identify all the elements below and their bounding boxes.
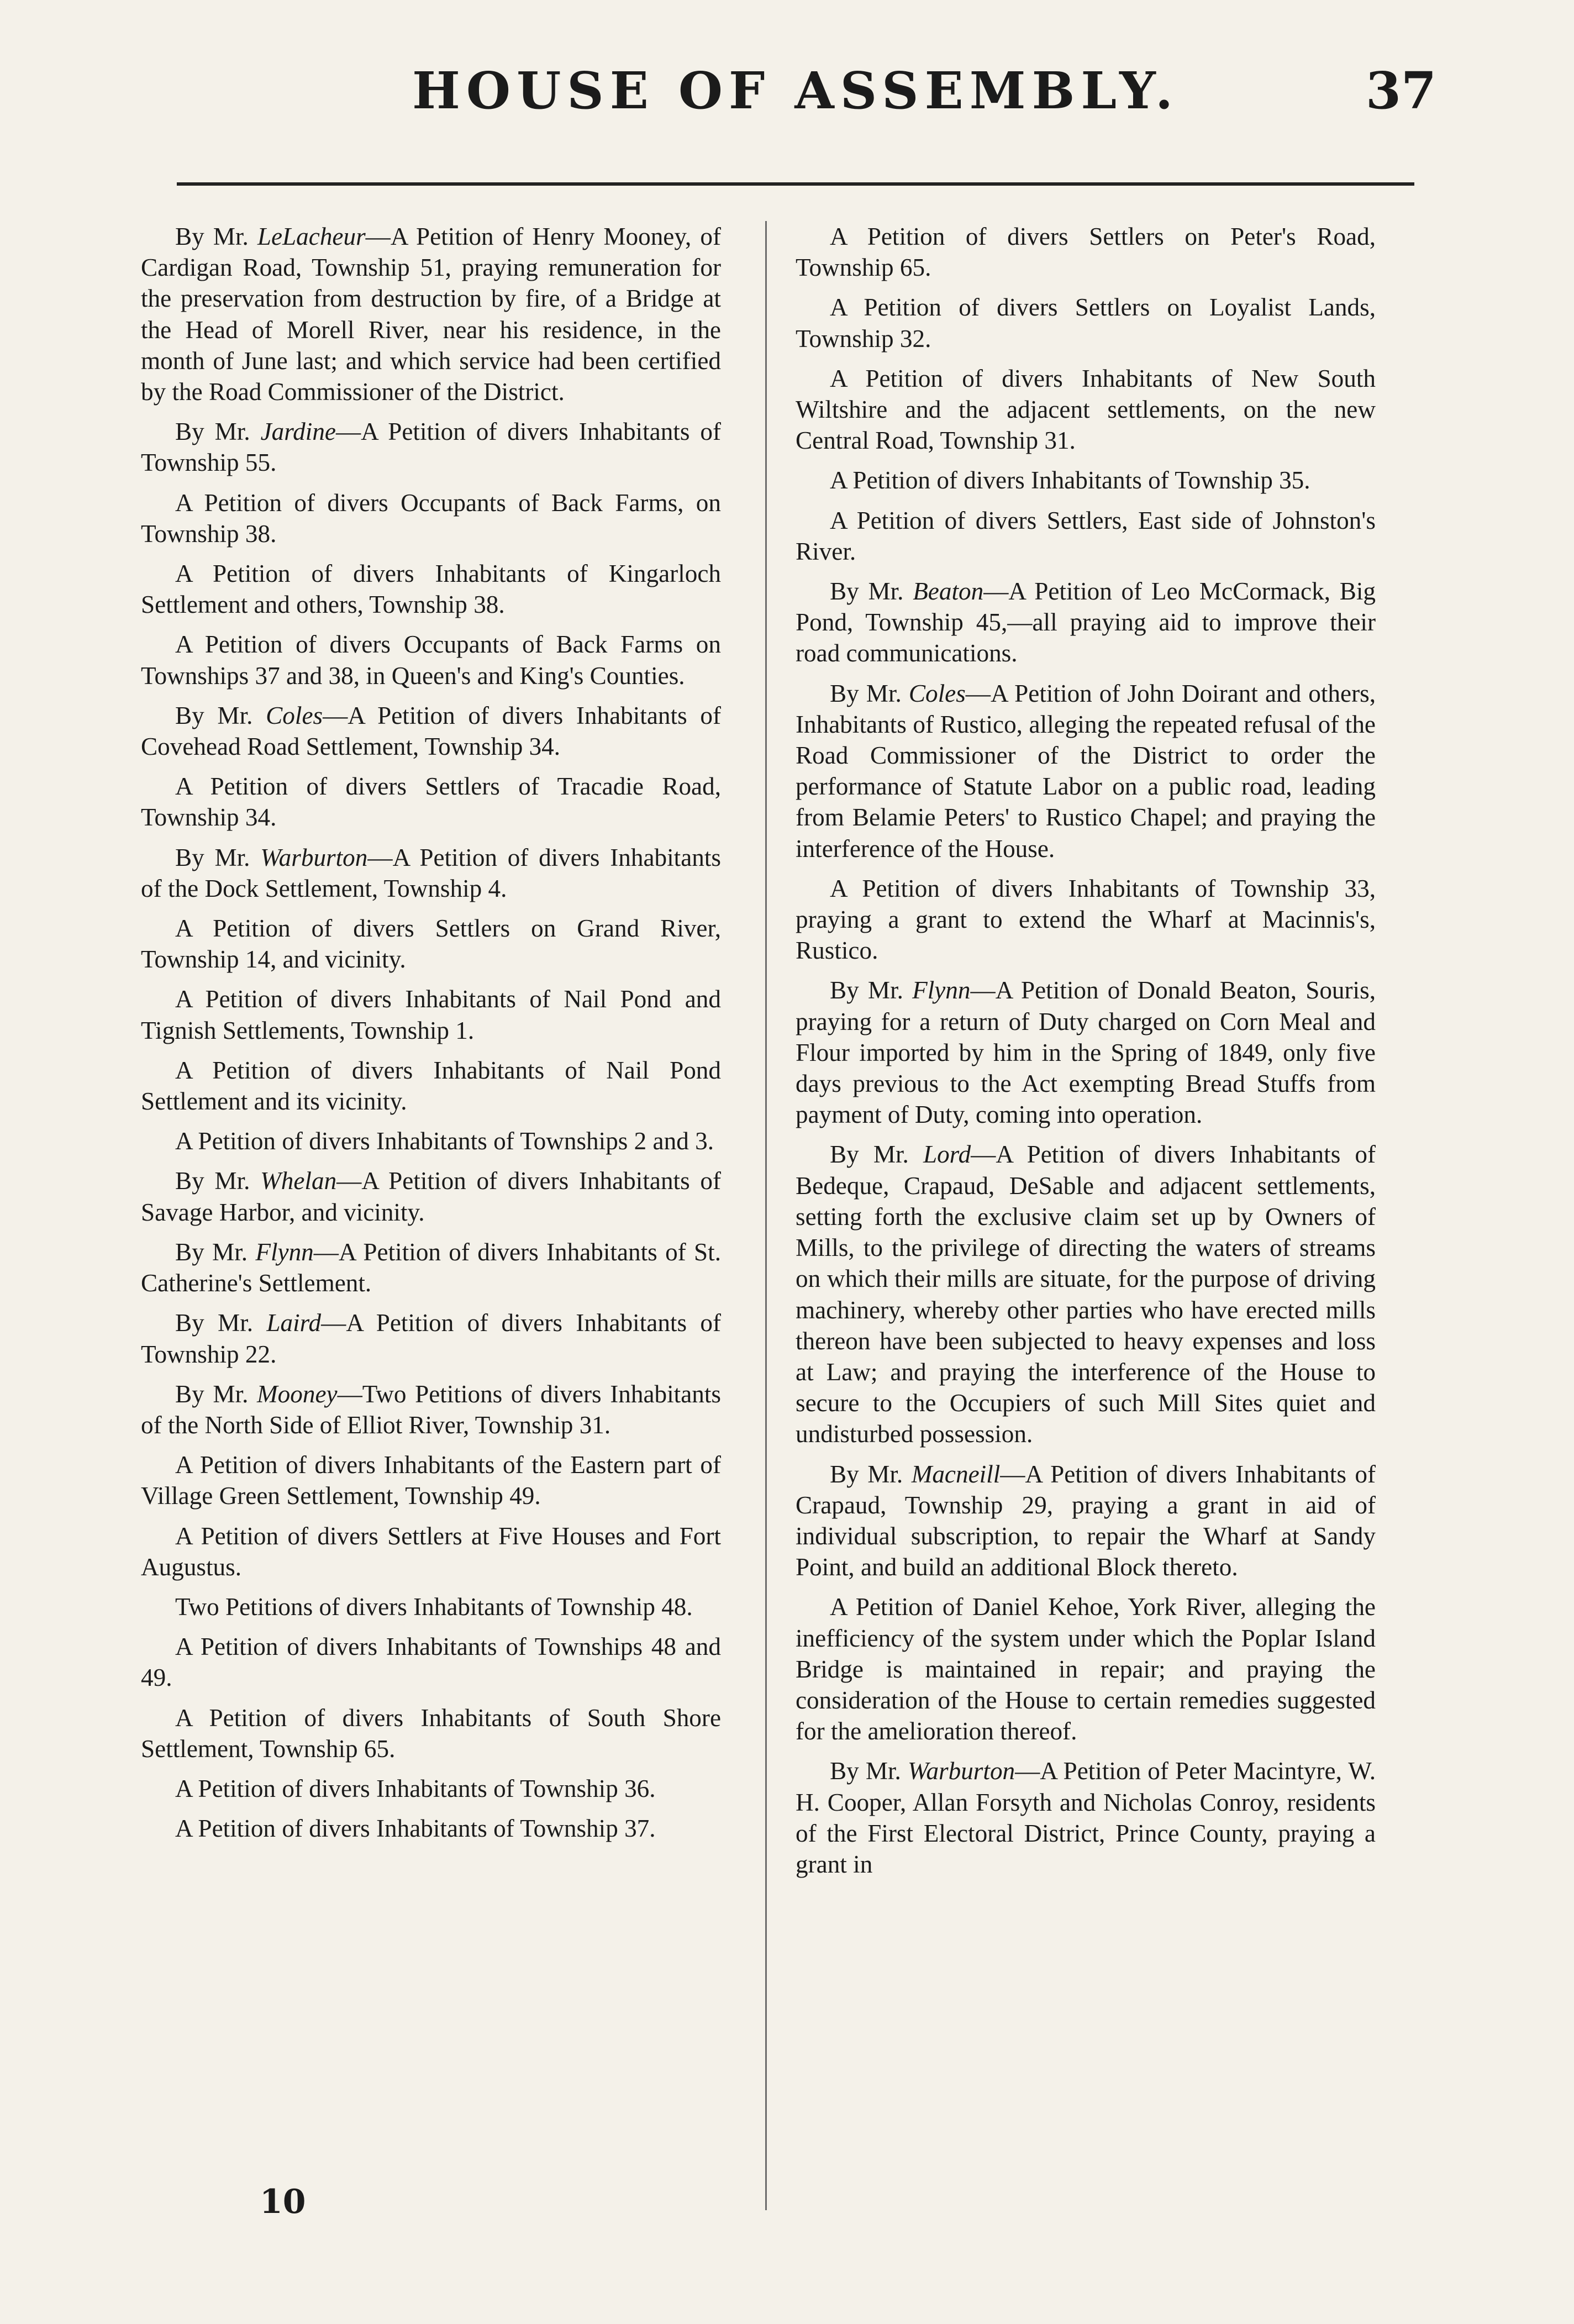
paragraph-text: A Petition of divers Settlers at Five Houses and Fort Augustus. <box>141 1522 721 1581</box>
petition-paragraph <box>796 975 1376 1130</box>
paragraph-text: —A Petition of divers Inhabitants of Covehead Road Settlement, Township 34. <box>141 701 721 761</box>
petition-paragraph <box>796 1139 1376 1449</box>
paragraph-text: —A Petition of divers Inhabitants of Savage Harbor, and vicinity. <box>141 1167 721 1226</box>
petition-paragraph <box>141 1379 721 1440</box>
paragraph-text: A Petition of divers Settlers on Peter's Road, Township 65. <box>796 223 1376 282</box>
petition-paragraph <box>141 1165 721 1227</box>
paragraph-prefix: By Mr. <box>175 1238 256 1266</box>
header-rule <box>177 182 1414 186</box>
paragraph-text: —A Petition of divers Inhabitants of the Dock Settlement, Township 4. <box>141 843 721 902</box>
paragraph-prefix: By Mr. <box>175 701 266 729</box>
paragraph-prefix: By Mr. <box>830 976 913 1005</box>
member-name: Flynn <box>912 976 971 1005</box>
running-title: HOUSE OF ASSEMBLY. <box>412 61 1179 120</box>
member-name: Lord <box>923 1140 971 1169</box>
petition-paragraph <box>141 700 721 762</box>
member-name: Warburton <box>907 1757 1015 1785</box>
paragraph-text: —Two Petitions of divers Inhabitants of the North Side of Elliot River, Township 31. <box>141 1380 721 1439</box>
paragraph-text: A Petition of divers Settlers, East side of Johnston's River. <box>796 506 1376 565</box>
petition-paragraph <box>141 771 721 833</box>
petition-paragraph <box>796 221 1376 283</box>
signature-mark: 10 <box>260 2183 306 2221</box>
paragraph-text: A Petition of divers Inhabitants of Township 36. <box>175 1774 656 1802</box>
petition-paragraph <box>141 1702 721 1764</box>
paragraph-text: —A Petition of divers Inhabitants of Crapaud, Township 29, praying a grant in aid of individual subscription, to repair the Wharf at Sandy Point, and build an additional Block thereto. <box>796 1460 1376 1581</box>
petition-paragraph <box>141 842 721 904</box>
paragraph-prefix: By Mr. <box>175 843 261 871</box>
member-name: Macneill <box>911 1460 1001 1488</box>
member-name: Beaton <box>913 577 984 606</box>
paragraph-text: —A Petition of Peter Macintyre, W. H. Cooper, Allan Forsyth and Nicholas Conroy, residents of the First Electoral District, Prince County, praying a grant in <box>796 1757 1376 1878</box>
petition-paragraph <box>141 416 721 478</box>
paragraph-text: A Petition of divers Occupants of Back Farms on Townships 37 and 38, in Queen's and King's Counties. <box>141 630 721 690</box>
paragraph-text: —A Petition of divers Inhabitants of Township 22. <box>141 1309 721 1368</box>
paragraph-prefix: By Mr. <box>175 223 257 250</box>
paragraph-prefix: By Mr. <box>175 1309 267 1337</box>
petition-paragraph <box>141 1813 721 1844</box>
paragraph-prefix: By Mr. <box>175 418 261 446</box>
member-name: LeLacheur <box>257 223 366 250</box>
paragraph-text: A Petition of Daniel Kehoe, York River, alleging the inefficiency of the system under which the Poplar Island Bridge is maintained in repair; and praying the consideration of the House to certain remedies suggested for the amelioration thereof. <box>796 1593 1376 1745</box>
paragraph-text: A Petition of divers Inhabitants of Townships 2 and 3. <box>175 1127 714 1155</box>
paragraph-text: A Petition of divers Inhabitants of Nail Pond Settlement and its vicinity. <box>141 1056 721 1116</box>
paragraph-prefix: By Mr. <box>830 577 913 606</box>
petition-paragraph <box>796 1755 1376 1880</box>
member-name: Jardine <box>260 418 336 446</box>
petition-paragraph <box>141 1237 721 1298</box>
paragraph-text: A Petition of divers Settlers on Grand River, Township 14, and vicinity. <box>141 914 721 974</box>
petition-paragraph <box>796 576 1376 669</box>
petition-paragraph <box>141 984 721 1045</box>
paragraph-text: A Petition of divers Inhabitants of Township 35. <box>830 466 1310 495</box>
member-name: Whelan <box>260 1167 337 1195</box>
right-column <box>796 221 1376 2221</box>
petition-paragraph <box>141 221 721 407</box>
paragraph-text: —A Petition of Donald Beaton, Souris, praying for a return of Duty charged on Corn Meal and Flour imported by him in the Spring of 1849, only five days previous to the Act exempting Bread Stuffs from payment of Duty, coming into operation. <box>796 976 1376 1129</box>
paragraph-text: A Petition of divers Inhabitants of Township 33, praying a grant to extend the Wharf at Macinnis's, Rustico. <box>796 874 1376 965</box>
paragraph-text: A Petition of divers Occupants of Back Farms, on Township 38. <box>141 488 721 548</box>
petition-paragraph <box>141 1055 721 1117</box>
member-name: Coles <box>908 679 966 707</box>
member-name: Coles <box>266 701 323 729</box>
paragraph-text: A Petition of divers Inhabitants of Township 37. <box>175 1815 656 1843</box>
petition-paragraph <box>141 1521 721 1582</box>
petition-paragraph <box>796 505 1376 567</box>
paragraph-text: A Petition of divers Settlers of Tracadie Road, Township 34. <box>141 772 721 832</box>
left-column <box>141 221 721 2221</box>
paragraph-text: A Petition of divers Inhabitants of the Eastern part of Village Green Settlement, Township 49. <box>141 1451 721 1510</box>
paragraph-text: —A Petition of divers Inhabitants of Bedeque, Crapaud, DeSable and adjacent settlements, setting forth the exclusive claim set up by Owners of Mills, to the privilege of directing the waters of streams on which their mills are situate, for the purpose of driving machinery, whereby other parties who have erected mills thereon have been subjected to heavy expenses and loss at Law; and praying the interference of the House to secure to the Occupiers of such Mill Sites quiet and undisturbed possession. <box>796 1140 1376 1448</box>
paragraph-text: —A Petition of Leo McCormack, Big Pond, Township 45,—all praying aid to improve their road communications. <box>796 577 1376 667</box>
petition-paragraph <box>141 1591 721 1622</box>
petition-paragraph <box>796 1459 1376 1583</box>
member-name: Laird <box>266 1309 322 1337</box>
petition-paragraph <box>141 1773 721 1804</box>
petition-paragraph <box>796 873 1376 966</box>
paragraph-prefix: By Mr. <box>830 1140 923 1169</box>
paragraph-text: A Petition of divers Inhabitants of Townships 48 and 49. <box>141 1633 721 1692</box>
paragraph-prefix: By Mr. <box>830 1757 908 1785</box>
column-divider <box>765 221 767 2210</box>
paragraph-text: A Petition of divers Inhabitants of New South Wiltshire and the adjacent settlements, on the new Central Road, Township 31. <box>796 364 1376 455</box>
paragraph-prefix: By Mr. <box>175 1167 261 1195</box>
paragraph-text: —A Petition of divers Inhabitants of St. Catherine's Settlement. <box>141 1238 721 1297</box>
paragraph-prefix: By Mr. <box>175 1380 257 1408</box>
petition-paragraph <box>796 292 1376 354</box>
paragraph-text: A Petition of divers Settlers on Loyalist Lands, Township 32. <box>796 293 1376 353</box>
petition-paragraph <box>796 465 1376 496</box>
petition-paragraph <box>141 1449 721 1511</box>
petition-paragraph <box>796 1591 1376 1747</box>
petition-paragraph <box>141 913 721 975</box>
paragraph-prefix: By Mr. <box>830 1460 912 1488</box>
page-number: 37 <box>1365 61 1436 120</box>
page-header <box>177 61 1436 127</box>
member-name: Flynn <box>255 1238 314 1266</box>
paragraph-text: —A Petition of Henry Mooney, of Cardigan Road, Township 51, praying remuneration for the preservation from destruction by fire, of a Bridge at the Head of Morell River, near his residence, in the month of June last; and which service had been certified by the Road Commissioner of the District. <box>141 223 721 406</box>
paragraph-text: A Petition of divers Inhabitants of Kingarloch Settlement and others, Township 38. <box>141 560 721 619</box>
paragraph-text: —A Petition of John Doirant and others, Inhabitants of Rustico, alleging the repeated refusal of the Road Commissioner of the District to order the performance of Statute Labor on a public road, leading from Belamie Peters' to Rustico Chapel; and praying the interference of the House. <box>796 679 1376 863</box>
member-name: Mooney <box>257 1380 338 1408</box>
petition-paragraph <box>141 1631 721 1693</box>
paragraph-text: —A Petition of divers Inhabitants of Township 55. <box>141 418 721 477</box>
petition-paragraph <box>141 487 721 549</box>
petition-paragraph <box>796 363 1376 456</box>
petition-paragraph <box>141 1126 721 1156</box>
paragraph-text: A Petition of divers Inhabitants of Nail Pond and Tignish Settlements, Township 1. <box>141 985 721 1044</box>
paragraph-text: Two Petitions of divers Inhabitants of Township 48. <box>175 1592 693 1621</box>
petition-paragraph <box>796 678 1376 864</box>
paragraph-prefix: By Mr. <box>830 679 909 707</box>
petition-paragraph <box>141 1307 721 1369</box>
petition-paragraph <box>141 558 721 620</box>
member-name: Warburton <box>260 843 368 871</box>
paragraph-text: A Petition of divers Inhabitants of South Shore Settlement, Township 65. <box>141 1703 721 1763</box>
petition-paragraph <box>141 629 721 691</box>
